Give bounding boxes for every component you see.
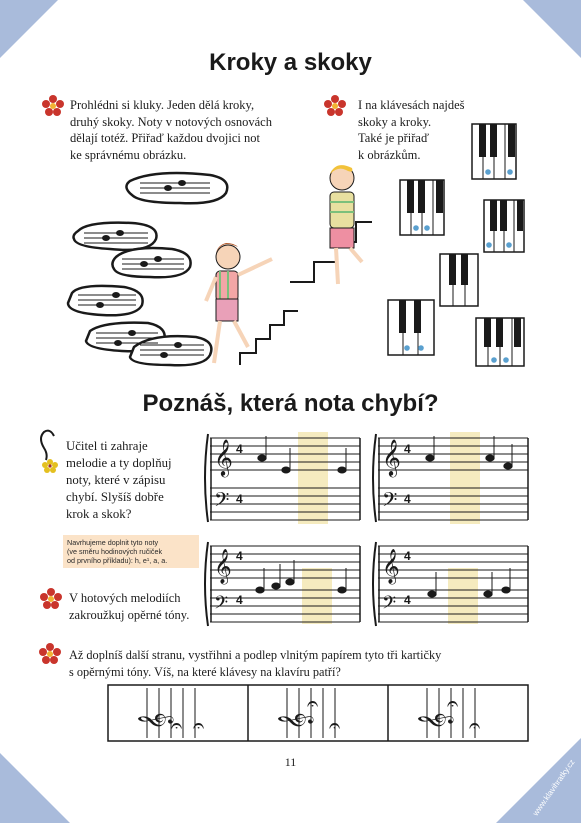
svg-text:𝄞: 𝄞	[278, 712, 313, 730]
boy-skips-illustration	[286, 158, 376, 298]
time-signature: 4	[236, 593, 243, 607]
flower-icon	[42, 95, 64, 117]
bottom-paragraph: Až doplníš další stranu, vystřihni a podlep vlnitým papírem tyto tři kartičky s opěrnými tóny. Víš, na které klávesy na klavíru patří?	[69, 648, 442, 679]
grand-staff-3	[202, 538, 362, 628]
svg-text:𝄞: 𝄞	[418, 712, 453, 730]
time-signature: 4	[404, 492, 411, 506]
grand-staff-1	[202, 428, 362, 528]
grand-staff-2	[370, 428, 530, 528]
svg-text:𝄐: 𝄐	[171, 713, 183, 737]
svg-text:𝄞: 𝄞	[138, 712, 173, 730]
flower-icon	[324, 95, 346, 117]
keys-paragraph: I na klávesách najdeš skoky a kroky. Také je přiřaď k obrázkům.	[358, 98, 465, 162]
svg-text:𝄐: 𝄐	[329, 713, 341, 737]
section-title: Poznáš, která nota chybí?	[142, 390, 439, 417]
page-number: 11	[284, 755, 297, 769]
svg-text:𝄞: 𝄞	[214, 549, 232, 584]
time-signature: 4	[236, 492, 243, 506]
svg-text:𝄢: 𝄢	[382, 488, 398, 516]
svg-text:𝄞: 𝄞	[382, 549, 400, 584]
hint-box: Navrhujeme doplnit tyto noty (ve směru hodinových ručiček od prvního příkladu): h, e¹, a, a.	[63, 535, 199, 568]
svg-text:𝄞: 𝄞	[382, 438, 401, 476]
teacher-paragraph: Učitel ti zahraje melodie a ty doplňuj noty, které v zápisu chybí. Slyšíš dobře krok a skok?	[66, 439, 172, 521]
svg-text:𝄞: 𝄞	[214, 438, 233, 476]
svg-text:𝄐: 𝄐	[447, 691, 459, 715]
anchor-tone-cards	[107, 684, 529, 742]
piano-keys-illustration	[380, 122, 530, 367]
svg-text:𝄢: 𝄢	[382, 593, 397, 618]
website-url: www.klavihratky.cz	[531, 757, 577, 818]
intro-paragraph: Prohlédni si kluky. Jeden dělá kroky, druhý skoky. Noty v notových osnovách dělají totéž. Přiřaď každou dvojici not ke správnému obrázku.	[70, 98, 272, 162]
page-title: Kroky a skoky	[209, 49, 372, 76]
flower-icon	[40, 588, 62, 610]
grand-staff-4	[370, 538, 530, 628]
time-signature: 4	[404, 549, 411, 563]
circle-paragraph: V hotových melodiích zakroužkuj opěrné tóny.	[69, 591, 190, 622]
svg-text:𝄢: 𝄢	[214, 593, 229, 618]
svg-text:𝄐: 𝄐	[469, 713, 481, 737]
time-signature: 4	[236, 549, 243, 563]
flower-icon	[39, 643, 61, 665]
time-signature: 4	[404, 593, 411, 607]
svg-text:𝄐: 𝄐	[307, 691, 319, 715]
time-signature: 4	[404, 442, 411, 456]
svg-text:𝄢: 𝄢	[214, 488, 230, 516]
time-signature: 4	[236, 442, 243, 456]
ear-icon	[38, 428, 60, 473]
svg-text:𝄐: 𝄐	[193, 713, 205, 737]
